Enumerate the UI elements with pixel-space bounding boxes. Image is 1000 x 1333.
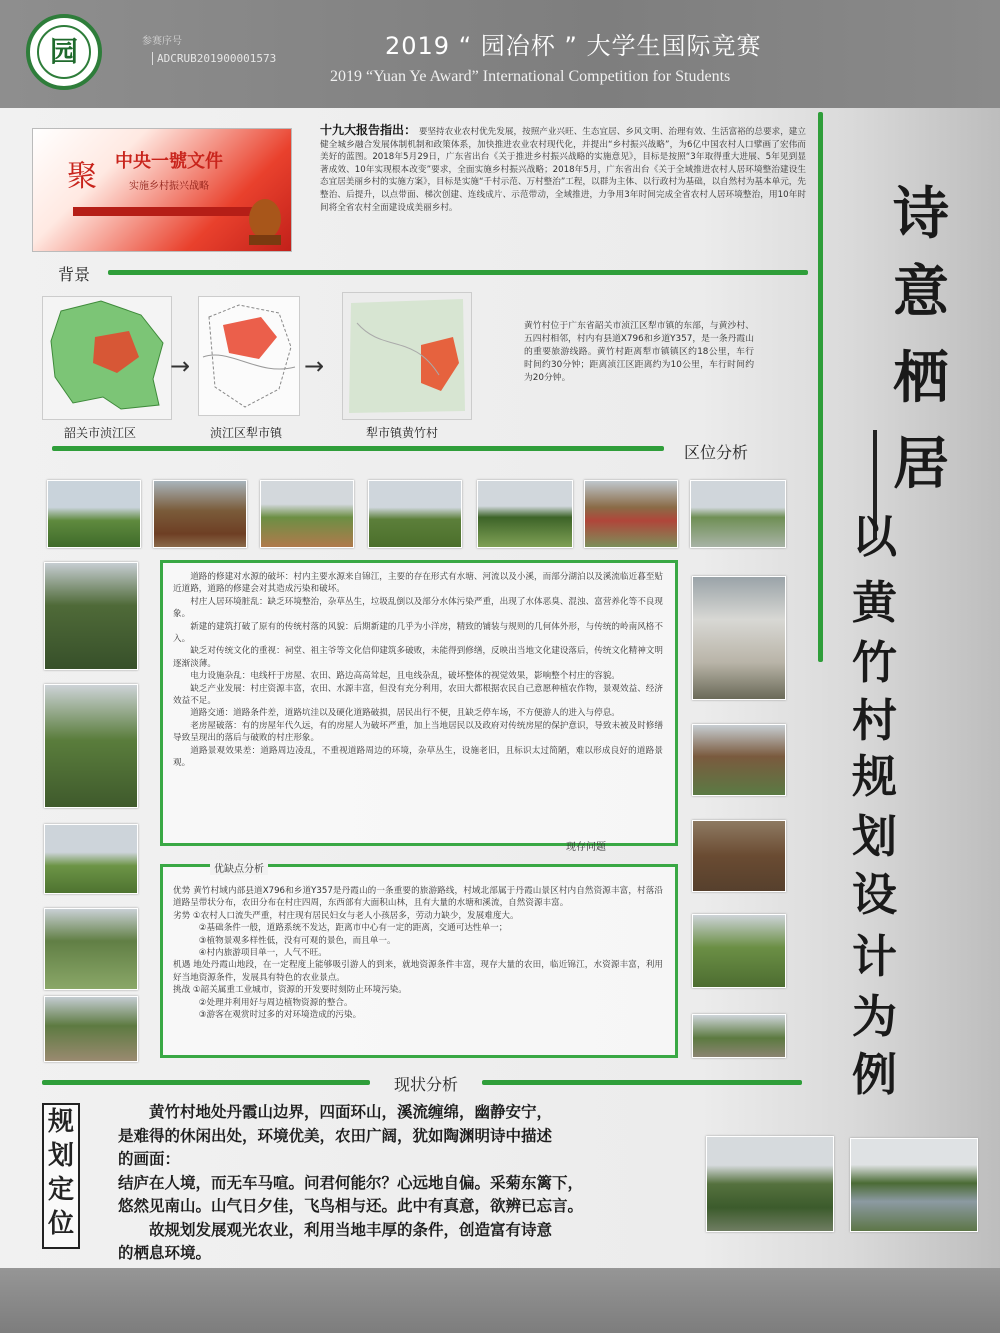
positioning-label-char: 规: [47, 1107, 74, 1137]
problems-caption: 现存问题: [566, 842, 606, 853]
divider-vertical: [818, 112, 823, 662]
problems-text: [173, 571, 663, 770]
swot-line: ②处理并利用好与周边植物资源的整合。: [198, 997, 353, 1008]
background-label: 背景: [58, 265, 91, 284]
serial-number: ADCRUB201900001573: [152, 52, 276, 65]
swot-line: 挑战 ①韶关属重工业城市，资源的开发要时刻防止环境污染。: [173, 985, 407, 996]
site-photo: [368, 480, 462, 548]
problem-item: 道路景观效果差：道路周边凌乱，不重视道路周边的环境，杂草丛生，设施老旧，且标识太过简陋，难以形成良好的道路景观。: [173, 745, 663, 769]
problem-item: 新建的建筑打破了原有的传统村落的风貌：后期新建的几乎为小洋房，精致的铺装与规则的几何体外形，与传统的岭南风格不入。: [173, 621, 663, 645]
positioning-text: [118, 1100, 688, 1265]
positioning-label-box: [42, 1103, 80, 1249]
title-char: 意: [893, 259, 949, 325]
site-photo: [692, 820, 786, 892]
subtitle-char: 为: [852, 990, 898, 1043]
subtitle-char: 以: [852, 510, 898, 563]
site-photo: [690, 480, 786, 548]
site-photo: [260, 480, 354, 548]
site-photo: [44, 684, 138, 808]
site-photo: [44, 562, 138, 670]
divider-status-right: [482, 1080, 802, 1085]
location-text: 黄竹村位于广东省韶关市浈江区犁市镇的东部，与黄沙村、五四村相邻，村内有县道X796和乡道Y357，是一条丹霞山的重要旅游线路。黄竹村距离犁市镇镇区约18公里，车行时间约30分钟；距离浈江区距离约为10公里，车行时间约为20分钟。: [524, 321, 754, 383]
status-analysis-label: 现状分析: [394, 1075, 459, 1094]
site-photo: [44, 996, 138, 1062]
landscape-photo: [706, 1136, 834, 1232]
positioning-line: 的画面：: [118, 1149, 181, 1168]
positioning-line: 结庐在人境，而无车马喧。问君何能尔？心远地自偏。采菊东篱下，: [118, 1172, 584, 1192]
positioning-label-char: 划: [47, 1141, 74, 1171]
positioning-label-char: 位: [47, 1209, 74, 1239]
arrow-right-icon: →: [170, 352, 191, 380]
location-label: 区位分析: [684, 443, 749, 462]
site-photo: [44, 908, 138, 990]
footer-bar: [0, 1268, 1000, 1333]
site-photo: [692, 576, 786, 700]
site-photo: [584, 480, 678, 548]
swot-line: ②基础条件一般，道路系统不发达，距离市中心有一定的距离，交通可达性单一；: [198, 923, 508, 934]
competition-title-cn: 2019 “ 园冶杯 ” 大学生国际竞赛: [385, 32, 762, 60]
banner-brush-char: 聚: [67, 159, 97, 194]
serial-label: 参赛序号: [142, 36, 182, 47]
logo-glyph: 园: [37, 25, 91, 79]
current-problems-box: [160, 560, 678, 846]
site-photo: [692, 724, 786, 796]
site-photo: [477, 480, 573, 548]
positioning-line: 悠然见南山。山气日夕佳，飞鸟相与还。此中有真意，欲辨已忘言。: [118, 1196, 584, 1215]
subtitle-char: 规: [852, 750, 898, 803]
map-lishi: [342, 292, 472, 420]
divider-status-left: [42, 1080, 370, 1085]
site-photo: [692, 914, 786, 988]
site-photo: [692, 1014, 786, 1058]
title-char: 栖: [893, 345, 949, 411]
banner-title: 中央一號文件: [115, 151, 223, 172]
problem-item: 老房屋破落：有的房屋年代久远，有的房屋人为破坏严重，加上当地居民以及政府对传统房屋的保护意识，导致未被及时修缮导致呈现出的落后与破败的村庄形象。: [173, 720, 663, 744]
subtitle-char: 计: [852, 930, 898, 983]
swot-line: 劣势 ①农村人口流失严重，村庄现有居民妇女与老人小孩居多，劳动力缺少，发展难度大。: [173, 910, 519, 921]
lion-statue-icon: [243, 189, 287, 245]
subtitle-char: 划: [852, 810, 898, 863]
background-heading: 十九大报告指出：: [320, 123, 417, 137]
positioning-line: 黄竹村地处丹霞山边界，四面环山，溪流缠绵，幽静安宁，: [118, 1102, 553, 1121]
site-photo: [47, 480, 141, 548]
problem-item: 村庄人居环境脏乱：缺乏环境整治，杂草丛生，垃圾乱倒以及部分水体污染严重，出现了水体恶臭、混浊、富营养化等不良现象。: [173, 596, 663, 620]
policy-banner-image: [32, 128, 292, 252]
banner-subtitle: 实施乡村振兴战略: [129, 181, 209, 192]
problem-item: 缺乏对传统文化的重视：祠堂、祖主爷等文化信仰建筑多破败，未能得到修缮，反映出当地文化建设落后，传统文化精神文明逐渐淡薄。: [173, 646, 663, 669]
problem-item: 道路的修建对水源的破坏：村内主要水源来自锦江，主要的存在形式有水塘、河流以及小溪，而部分湖泊以及溪流临近暮至贴近道路，道路的修建会对其造成污染和破坏。: [173, 572, 663, 595]
swot-line: 优势 黄竹村域内部县道X796和乡道Y357是丹霞山的一条重要的旅游路线，村域北部属于丹霞山景区村内自然资源丰富，村落沿道路呈带状分布，农田分布在村庄四周，东西部有大面积山林，且有大量的水塘和溪流，自然资源丰富。: [173, 886, 663, 909]
problem-item: 缺乏产业发展：村庄资源丰富，农田、水源丰富，但没有充分利用，农田大都根据农民自己意愿种植农作物，景观效益、经济效益不足。: [173, 683, 663, 707]
competition-logo: [26, 14, 102, 90]
subtitle-char: 设: [852, 868, 898, 921]
competition-title-en: 2019 “Yuan Ye Award” International Competition for Students: [330, 68, 731, 85]
divider-background: [108, 270, 808, 275]
background-text-block: [320, 124, 806, 214]
swot-line: 机遇 地处丹霞山地段，在一定程度上能够吸引游人的到来，就地资源条件丰富，现存大量的农田，临近锦江，水资源丰富，利用好当地资源条件，发展具有特色的农业景点。: [173, 960, 663, 983]
map-caption-3: 犁市镇黄竹村: [366, 426, 439, 440]
header-bar: [0, 0, 1000, 108]
positioning-label-char: 定: [47, 1175, 74, 1205]
positioning-line: 故规划发展观光农业，利用当地丰厚的条件，创造富有诗意: [118, 1219, 553, 1239]
swot-line: ③游客在观赏时过多的对环境造成的污染。: [198, 1010, 362, 1021]
title-char: 居: [893, 431, 949, 497]
positioning-line: 的栖息环境。: [118, 1243, 212, 1262]
problem-item: 道路交通：道路条件差，道路坑洼以及硬化道路破损，居民出行不便，且缺乏停车场，不方便游人的进入与停息。: [190, 708, 620, 719]
problem-item: 电力设施杂乱：电线杆于房屋、农田、路边高高耸起，且电线杂乱，破坏整体的视觉效果，影响整个村庄的容貌。: [190, 671, 620, 682]
subtitle-char: 村: [852, 694, 898, 747]
site-photo: [44, 824, 138, 894]
map-shaoguan: [42, 296, 172, 420]
background-text: 要坚持农业农村优先发展，按照产业兴旺、生态宜居、乡风文明、治理有效、生活富裕的总要求，建立健全城乡融合发展体制机制和政策体系，加快推进农业农村现代化，并提出“乡村振兴战略”，为6亿中国农村人口擘画了宏伟而美好的蓝图。2018年5月29日，广东省出台《关于推进乡村振兴战略的实施意见》，目标是按照“3年取得重大进展、5年见到显著成效、10年实现根本改变”要求，全面实施乡村振兴战略；2018年5月，广东省出台《关于全域推进农村人居环境整治建设生态宜居美丽乡村的实施方案》，目标是实施“千村示范、万村整治”工程，以群为主体、以行政村为基础，以自然村为基本单元，先整治、后提升，以点带面、梯次创建、连线成片、示范带动，全域推进，力争用3年时间完成全省农村人居环境整治，用10年时间将全省农村全面建设成美丽乡村。: [320, 127, 806, 213]
title-char: 诗: [893, 181, 949, 247]
swot-caption: 优缺点分析: [210, 860, 268, 875]
subtitle-char: 例: [852, 1048, 898, 1101]
subtitle-char: 黄: [852, 576, 898, 629]
swot-line: ③植物景观多样性低，没有可观的景色，而且单一。: [198, 935, 396, 946]
positioning-line: 是难得的休闲出处，环境优美，农田广阔，犹如陶渊明诗中描述: [118, 1125, 553, 1145]
swot-line: ④村内旅游项目单一，人气不旺。: [198, 948, 327, 959]
site-photo: [153, 480, 247, 548]
swot-text: [173, 885, 663, 1021]
arrow-right-icon: →: [304, 352, 325, 380]
subtitle-char: 竹: [852, 636, 898, 689]
map-zhenjiang: [198, 296, 300, 416]
divider-location: [52, 446, 664, 451]
map-caption-2: 浈江区犁市镇: [210, 426, 283, 440]
map-caption-1: 韶关市浈江区: [64, 426, 137, 440]
swot-analysis-box: [160, 864, 678, 1058]
landscape-photo: [850, 1138, 978, 1232]
